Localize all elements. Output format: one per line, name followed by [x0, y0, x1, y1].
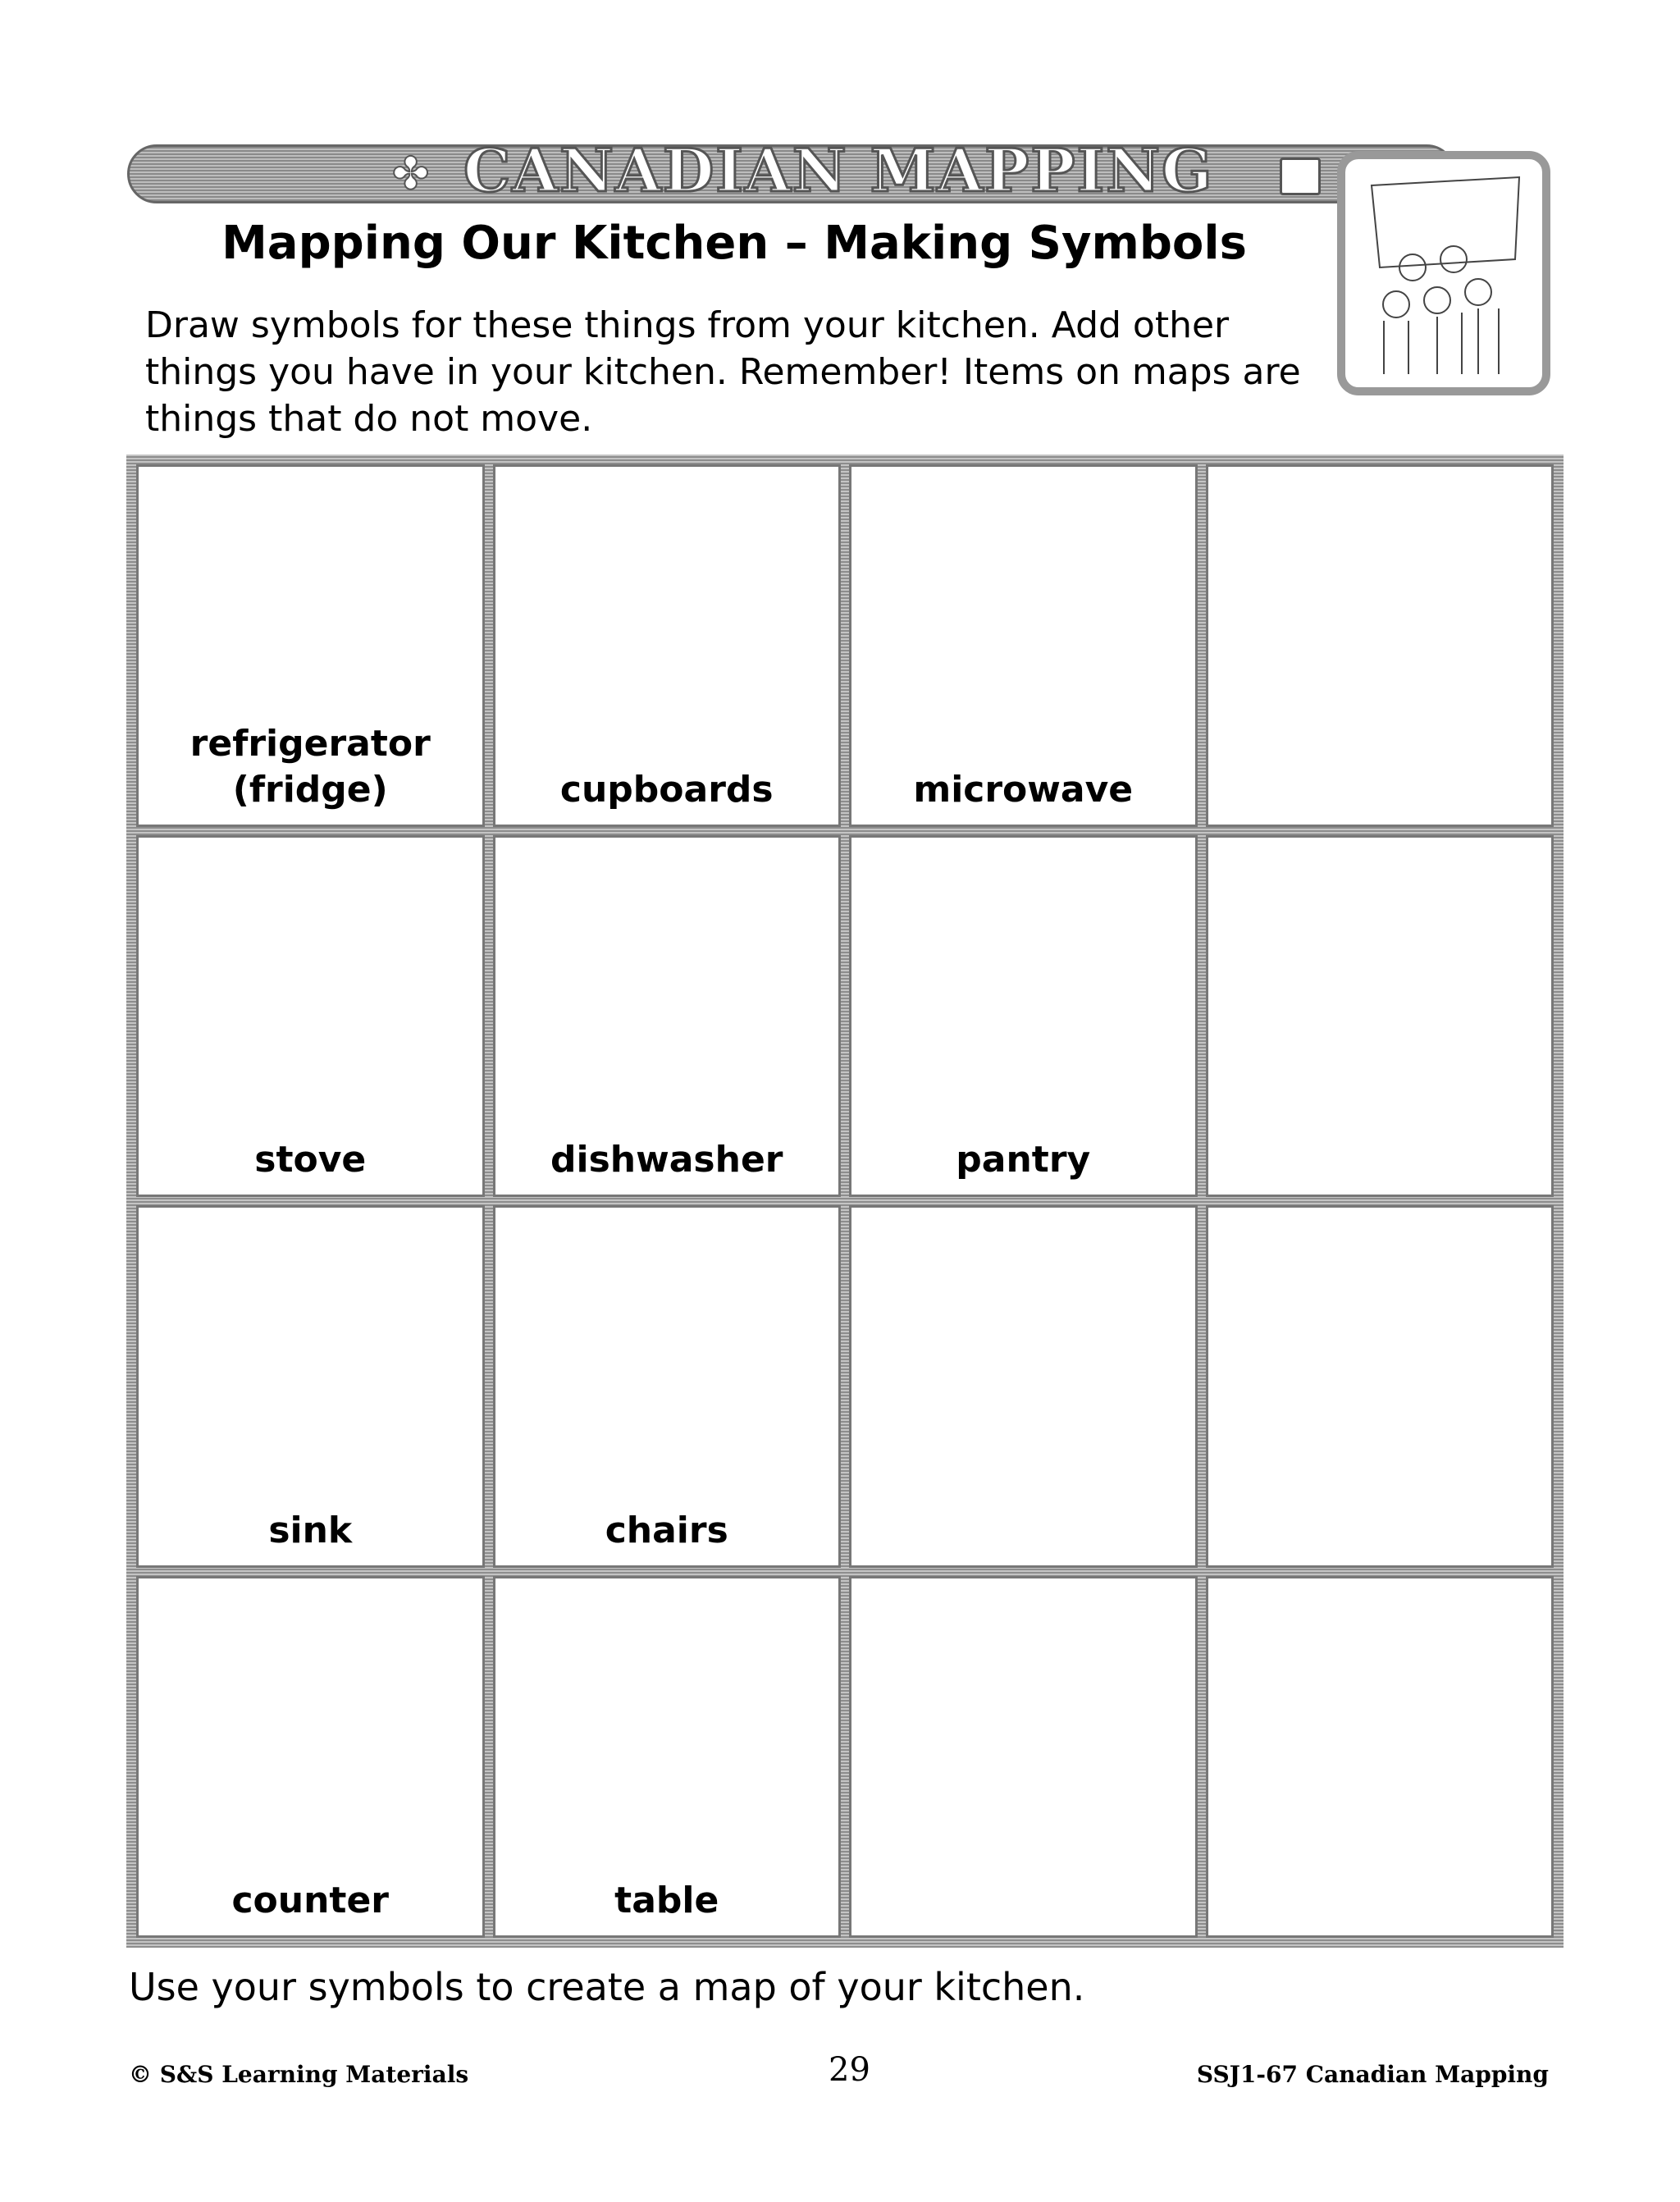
symbol-cell[interactable]: [136, 835, 485, 1198]
symbol-cell[interactable]: [1206, 835, 1554, 1198]
banner-title: CANADIAN MAPPING: [463, 135, 1214, 205]
cell-label: microwave: [913, 768, 1134, 811]
cell-label: table: [614, 1880, 719, 1921]
symbol-cell[interactable]: [136, 1205, 485, 1568]
flag-icon: [1280, 158, 1321, 195]
cell-label: stove: [254, 1139, 367, 1181]
page-title: Mapping Our Kitchen – Making Symbols: [221, 217, 1247, 270]
maple-leaf-icon: ✤: [392, 148, 430, 199]
cell-label: refrigerator (fridge): [189, 722, 431, 811]
children-map-illustration: [1337, 151, 1550, 395]
symbol-cell[interactable]: [1206, 1576, 1554, 1939]
symbol-cell[interactable]: [493, 1576, 842, 1939]
symbol-cell[interactable]: [1206, 1205, 1554, 1568]
symbol-cell[interactable]: [493, 835, 842, 1198]
symbol-cell[interactable]: [136, 464, 485, 827]
footer-title: SSJ1-67 Canadian Mapping: [1196, 2061, 1549, 2088]
symbol-cell[interactable]: [849, 835, 1198, 1198]
cell-label: counter: [231, 1880, 390, 1921]
symbol-cell[interactable]: [849, 464, 1198, 827]
cell-label: chairs: [605, 1509, 728, 1551]
symbol-cell[interactable]: [849, 1576, 1198, 1939]
symbol-cell[interactable]: [493, 464, 842, 827]
closing-instruction: Use your symbols to create a map of your kitchen.: [129, 1965, 1085, 2009]
cell-label: sink: [268, 1509, 353, 1551]
symbol-cell[interactable]: [849, 1205, 1198, 1568]
instructions: Draw symbols for these things from your kitchen. Add other things you have in your kitchen. Remember! Items on maps are things that do not move.: [145, 304, 1301, 440]
cell-label: dishwasher: [550, 1139, 783, 1181]
cell-label: cupboards: [559, 768, 774, 811]
page-number: 29: [829, 2051, 870, 2089]
symbol-grid: [126, 455, 1564, 1948]
symbol-cell[interactable]: [1206, 464, 1554, 827]
cell-label: pantry: [956, 1139, 1091, 1181]
symbol-cell[interactable]: [493, 1205, 842, 1568]
symbol-cell[interactable]: [136, 1576, 485, 1939]
footer-copyright: © S&S Learning Materials: [129, 2061, 469, 2088]
